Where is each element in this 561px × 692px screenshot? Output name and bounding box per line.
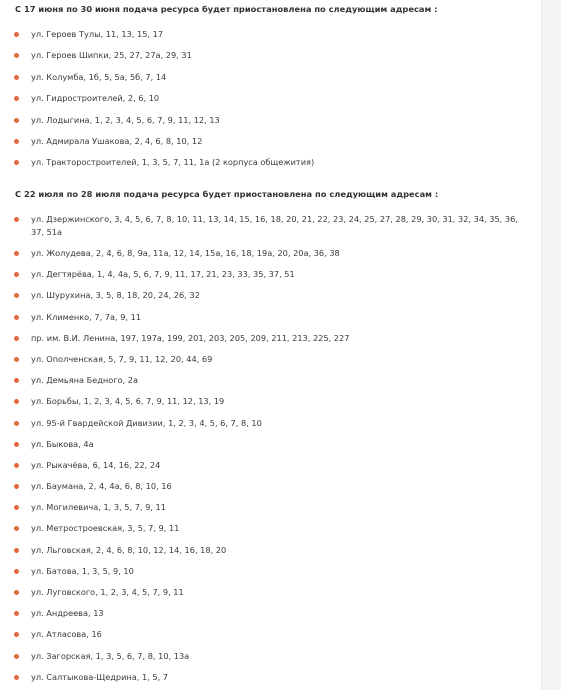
address-text: ул. Лодыгина, 1, 2, 3, 4, 5, 6, 7, 9, 11, 12, 13 bbox=[31, 114, 220, 125]
address-text: ул. Героев Шипки, 25, 27, 27а, 29, 31 bbox=[31, 50, 192, 61]
address-text: ул. Гидростроителей, 2, 6, 10 bbox=[31, 93, 160, 104]
address-text: ул. Луговского, 1, 2, 3, 4, 5, 7, 9, 11 bbox=[31, 587, 184, 597]
address-text: ул. Дзержинского, 3, 4, 5, 6, 7, 8, 10, 11, 13, 14, 15, 16, 18, 20, 21, 22, 23, 24, 25, 27, 28, 29, 30, 31, 32, 34, 35, 36, 37, 51а bbox=[31, 214, 518, 237]
bullet-icon bbox=[14, 632, 19, 637]
list-item bbox=[0, 395, 541, 416]
bullet-icon bbox=[14, 378, 19, 383]
address-text: ул. Адмирала Ушакова, 2, 4, 6, 8, 10, 12 bbox=[31, 135, 203, 146]
bullet-icon bbox=[14, 399, 19, 404]
list-item bbox=[0, 480, 541, 501]
list-item bbox=[0, 628, 541, 649]
list-item bbox=[0, 332, 541, 353]
address-text: ул. Шурухина, 3, 5, 8, 18, 20, 24, 26, 32 bbox=[31, 290, 200, 301]
list-item bbox=[0, 49, 541, 70]
address-text: ул. Дегтярёва, 1, 4, 4а, 5, 6, 7, 9, 11, 17, 21, 23, 33, 35, 37, 51 bbox=[31, 269, 295, 280]
list-item bbox=[0, 374, 541, 395]
list-item bbox=[0, 671, 541, 692]
right-edge-panel bbox=[541, 0, 561, 690]
bullet-icon bbox=[14, 463, 19, 468]
address-text: ул. Салтыкова-Щедрина, 1, 5, 7 bbox=[31, 671, 169, 682]
address-text: ул. Атласова, 16 bbox=[31, 629, 102, 640]
bullet-icon bbox=[14, 590, 19, 595]
bullet-icon bbox=[14, 160, 19, 165]
address-text: ул. Загорская, 1, 3, 5, 6, 7, 8, 10, 13а bbox=[31, 650, 190, 661]
list-item bbox=[0, 311, 541, 332]
bullet-icon bbox=[14, 53, 19, 58]
address-text: ул. 95-й Гвардейской Дивизии, 1, 2, 3, 4, 5, 6, 7, 8, 10 bbox=[31, 417, 262, 428]
address-text: ул. Рыкачёва, 6, 14, 16, 22, 24 bbox=[31, 459, 161, 470]
address-text: ул. Ополченская, 5, 7, 9, 11, 12, 20, 44, 69 bbox=[31, 353, 213, 364]
list-item bbox=[0, 135, 541, 156]
bullet-icon bbox=[14, 654, 19, 659]
bullet-icon bbox=[14, 118, 19, 123]
bullet-icon bbox=[14, 336, 19, 341]
list-item bbox=[0, 565, 541, 586]
bullet-icon bbox=[14, 505, 19, 510]
bullet-icon bbox=[14, 442, 19, 447]
bullet-icon bbox=[14, 32, 19, 37]
address-text: ул. Героев Тулы, 11, 13, 15, 17 bbox=[31, 29, 164, 39]
list-item bbox=[0, 28, 541, 49]
list-item bbox=[0, 92, 541, 113]
bullet-icon bbox=[14, 675, 19, 680]
address-text: ул. Жолудева, 2, 4, 6, 8, 9а, 11а, 12, 14, 15а, 16, 18, 19а, 20, 20а, 36, 38 bbox=[31, 248, 340, 258]
list-item bbox=[0, 544, 541, 565]
bullet-icon bbox=[14, 315, 19, 320]
bullet-icon bbox=[14, 272, 19, 277]
address-text: ул. Метростроевская, 3, 5, 7, 9, 11 bbox=[31, 523, 180, 534]
address-text: ул. Тракторостроителей, 1, 3, 5, 7, 11, 1а (2 корпуса общежития) bbox=[31, 157, 315, 168]
address-text: ул. Клименко, 7, 7а, 9, 11 bbox=[31, 311, 142, 322]
bullet-icon bbox=[14, 293, 19, 298]
section-heading-july: С 22 июля по 28 июля подача ресурса будет приостановлена по следующим адресам : bbox=[15, 189, 439, 199]
address-text: ул. Могилевича, 1, 3, 5, 7, 9, 11 bbox=[31, 502, 166, 513]
list-item bbox=[0, 213, 541, 247]
address-text: ул. Баумана, 2, 4, 4а, 6, 8, 10, 16 bbox=[31, 481, 172, 492]
list-item bbox=[0, 71, 541, 92]
list-item bbox=[0, 501, 541, 522]
list-item bbox=[0, 353, 541, 374]
list-item bbox=[0, 417, 541, 438]
bullet-icon bbox=[14, 526, 19, 531]
list-item bbox=[0, 459, 541, 480]
list-item bbox=[0, 607, 541, 628]
bullet-icon bbox=[14, 139, 19, 144]
list-item bbox=[0, 114, 541, 135]
bullet-icon bbox=[14, 569, 19, 574]
address-list-june bbox=[0, 28, 541, 178]
bullet-icon bbox=[14, 96, 19, 101]
list-item bbox=[0, 586, 541, 607]
address-text: ул. Колумба, 1б, 5, 5а, 5б, 7, 14 bbox=[31, 71, 167, 82]
bullet-icon bbox=[14, 217, 19, 222]
bullet-icon bbox=[14, 75, 19, 80]
address-text: ул. Андреева, 13 bbox=[31, 608, 104, 619]
bullet-icon bbox=[14, 421, 19, 426]
bullet-icon bbox=[14, 548, 19, 553]
address-text: ул. Демьяна Бедного, 2а bbox=[31, 375, 139, 386]
list-item bbox=[0, 268, 541, 289]
bullet-icon bbox=[14, 611, 19, 616]
address-text: ул. Льговская, 2, 4, 6, 8, 10, 12, 14, 16, 18, 20 bbox=[31, 544, 227, 555]
list-item bbox=[0, 289, 541, 310]
list-item bbox=[0, 247, 541, 268]
list-item bbox=[0, 156, 541, 177]
section-heading-june: С 17 июня по 30 июня подача ресурса будет приостановлена по следующим адресам : bbox=[15, 4, 438, 14]
address-text: ул. Быкова, 4а bbox=[31, 438, 94, 449]
bullet-icon bbox=[14, 484, 19, 489]
bullet-icon bbox=[14, 251, 19, 256]
list-item bbox=[0, 438, 541, 459]
address-list-july bbox=[0, 213, 541, 692]
list-item bbox=[0, 650, 541, 671]
address-text: ул. Борьбы, 1, 2, 3, 4, 5, 6, 7, 9, 11, 12, 13, 19 bbox=[31, 396, 225, 407]
list-item bbox=[0, 522, 541, 543]
bullet-icon bbox=[14, 357, 19, 362]
address-text: ул. Батова, 1, 3, 5, 9, 10 bbox=[31, 565, 134, 576]
address-text: пр. им. В.И. Ленина, 197, 197а, 199, 201, 203, 205, 209, 211, 213, 225, 227 bbox=[31, 332, 350, 343]
